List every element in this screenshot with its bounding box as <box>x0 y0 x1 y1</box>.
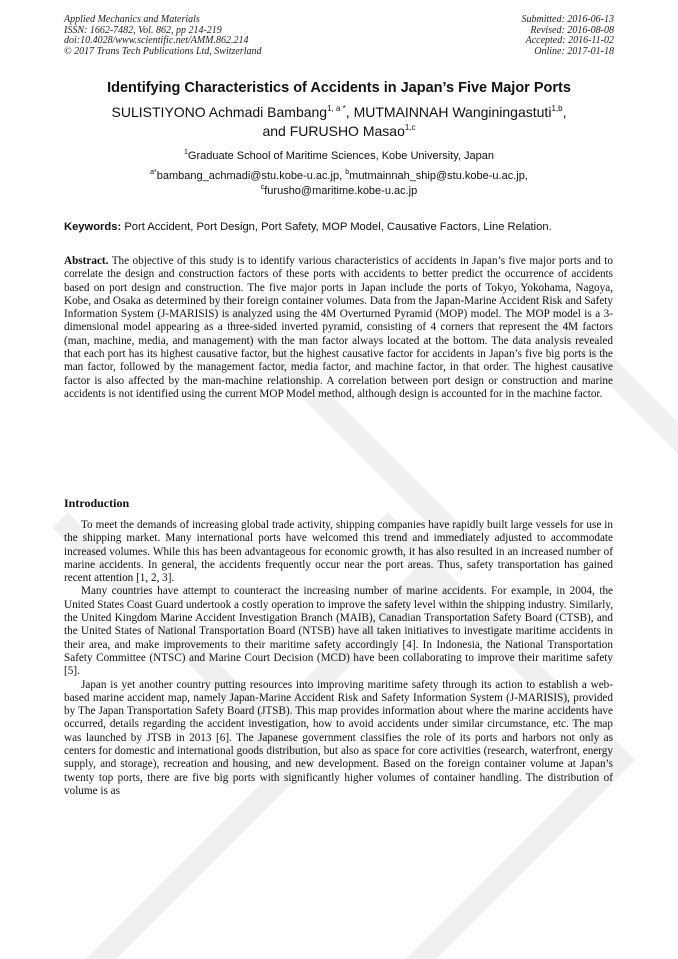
author-3-name: FURUSHO Masao <box>289 123 405 139</box>
submitted-date: Submitted: 2016-06-13 <box>521 14 614 25</box>
copyright-line: © 2017 Trans Tech Publications Ltd, Switzerland <box>64 46 262 58</box>
author-list: SULISTIYONO Achmadi Bambang$^{1, a *}$, MUTMAINNAH Wanginingastuti$^{1,b}$, and FURUSHO Masao$^{1,c}$ <box>111 104 567 139</box>
author-1-name: SULISTIYONO Achmadi Bambang <box>111 104 328 120</box>
keywords-text: Port Accident, Port Design, Port Safety, MOP Model, Causative Factors, Line Relation. <box>124 221 552 233</box>
email-c-sup: c <box>260 184 265 191</box>
journal-header-right <box>522 15 615 58</box>
author-emails <box>60 169 618 199</box>
revised-date: Revised: 2016-08-08 <box>530 24 614 36</box>
section-heading-introduction: Introduction <box>64 496 130 510</box>
introduction-body <box>64 519 613 798</box>
email-b[interactable]: mutmainnah_ship@stu.kobe-u.ac.jp, <box>349 170 528 182</box>
online-date: Online: 2017-01-18 <box>534 46 614 58</box>
paragraph: To meet the demands of increasing global trade activity, shipping companies have rapidly built large vessels for use in the shipping market. Many international ports have welcomed this trend and immediately adjusted to accommodate increased volumes. While this has been advantageous for economic growth, it has also resulted in an increased number of marine accidents. In general, the accidents frequently occur near the port areas. Thus, safety transportation has gained recent attention [1, 2, 3]. <box>64 519 613 585</box>
issn-line: ISSN: 1662-7482, Vol. 862, pp 214-219 <box>64 24 222 36</box>
abstract-label: Abstract. <box>64 255 109 267</box>
author-and: and <box>262 123 286 139</box>
email-a-sup: a* <box>150 169 157 176</box>
paper-title: Identifying Characteristics of Accidents in Japan’s Five Major Ports <box>107 80 571 96</box>
abstract <box>64 255 613 401</box>
email-a[interactable]: bambang_achmadi@stu.kobe-u.ac.jp, <box>156 170 343 182</box>
author-2-sup: 1,b <box>551 104 563 113</box>
email-b-sup: b <box>345 169 350 176</box>
accepted-date: Accepted: 2016-11-02 <box>525 35 614 47</box>
email-c[interactable]: furusho@maritime.kobe-u.ac.jp <box>264 185 418 197</box>
author-1-sup: 1, a * <box>327 104 346 113</box>
journal-header-left <box>64 15 262 58</box>
keywords-label: Keywords: <box>64 221 122 233</box>
affiliation <box>40 150 638 162</box>
keywords <box>64 221 624 233</box>
journal-name: Applied Mechanics and Materials <box>64 14 200 25</box>
paragraph: Japan is yet another country putting resources into improving maritime safety through its action to establish a web-based marine accident map, namely Japan-Marine Accident Risk and Safety Information System (J-MARISIS), provided by The Japan Transportation Safety Board (JTSB). This map provides information about where the marine accidents have occurred, details regarding the accident investigation, how to avoid accidents under similar circumstance, etc. The map was launched by JTSB in 2013 [6]. The Japanese government classifies the role of its ports and harbors not only as centers for domestic and international goods distribution, but also as space for core activities (research, waterfront, energy supply, and storage), recreation and housing, and new development. Based on the foreign container volume at Japan’s twenty top ports, there are five big ports with significantly higher volumes of container handling. The distribution of volume is as <box>64 678 613 797</box>
doi-line: doi:10.4028/www.scientific.net/AMM.862.214 <box>64 35 249 47</box>
paragraph: Many countries have attempt to counteract the increasing number of marine accidents. For example, in 2004, the United States Coast Guard undertook a costly operation to improve the safety level within the shipping industry. Similarly, the United Kingdom Marine Accident Investigation Branch (MAIB), Canadian Transportation Safety Board (CTSB), and the United States of National Transportation Board (NTSB) have all taken initiatives to investigate maritime accidents in their area, and make improvements to their maritime safety accordingly [4]. In Indonesia, the National Transportation Safety Committee (NTSC) and Marine Court Decision (MCD) have been collaborating to improve their maritime safety [5]. <box>64 585 613 678</box>
affiliation-text: Graduate School of Maritime Sciences, Kobe University, Japan <box>187 150 494 162</box>
abstract-text: The objective of this study is to identify various characteristics of accidents in Japan’s five major ports and to correlate the design and construction factors of these ports with accidents to better predict the occurrence of accidents based on port design and construction. The five major ports in Japan include the ports of Tokyo, Yokohama, Nagoya, Kobe, and Osaka as determined by their foreign container volumes. Data from the Japan-Marine Accident Risk and Safety Information System (J-MARISIS) is analyzed using the 4M Overturned Pyramid (MOP) model. The MOP model is a 3-dimensional model appearing as a three-sided inverted pyramid, consisting of 4 corners that represent the 4M factors (man, machine, media, and management) with the man factor always located at the bottom. The data analysis revealed that each port has its highest causative factor, but the highest causative factor for accidents in Japan’s five big ports is the man factor, followed by the management factor, media factor, and machine factor, in that order. The highest causative factor is also affected by the man-machine relationship. A correlation between port design or construction and marine accidents is not identified using the current MOP Model method, although design is accounted for in the machine factor. <box>64 255 613 400</box>
affiliation-sup: 1 <box>183 149 188 156</box>
author-2-name: MUTMAINNAH Wanginingastuti <box>353 104 552 120</box>
author-3-sup: 1,c <box>404 123 416 132</box>
